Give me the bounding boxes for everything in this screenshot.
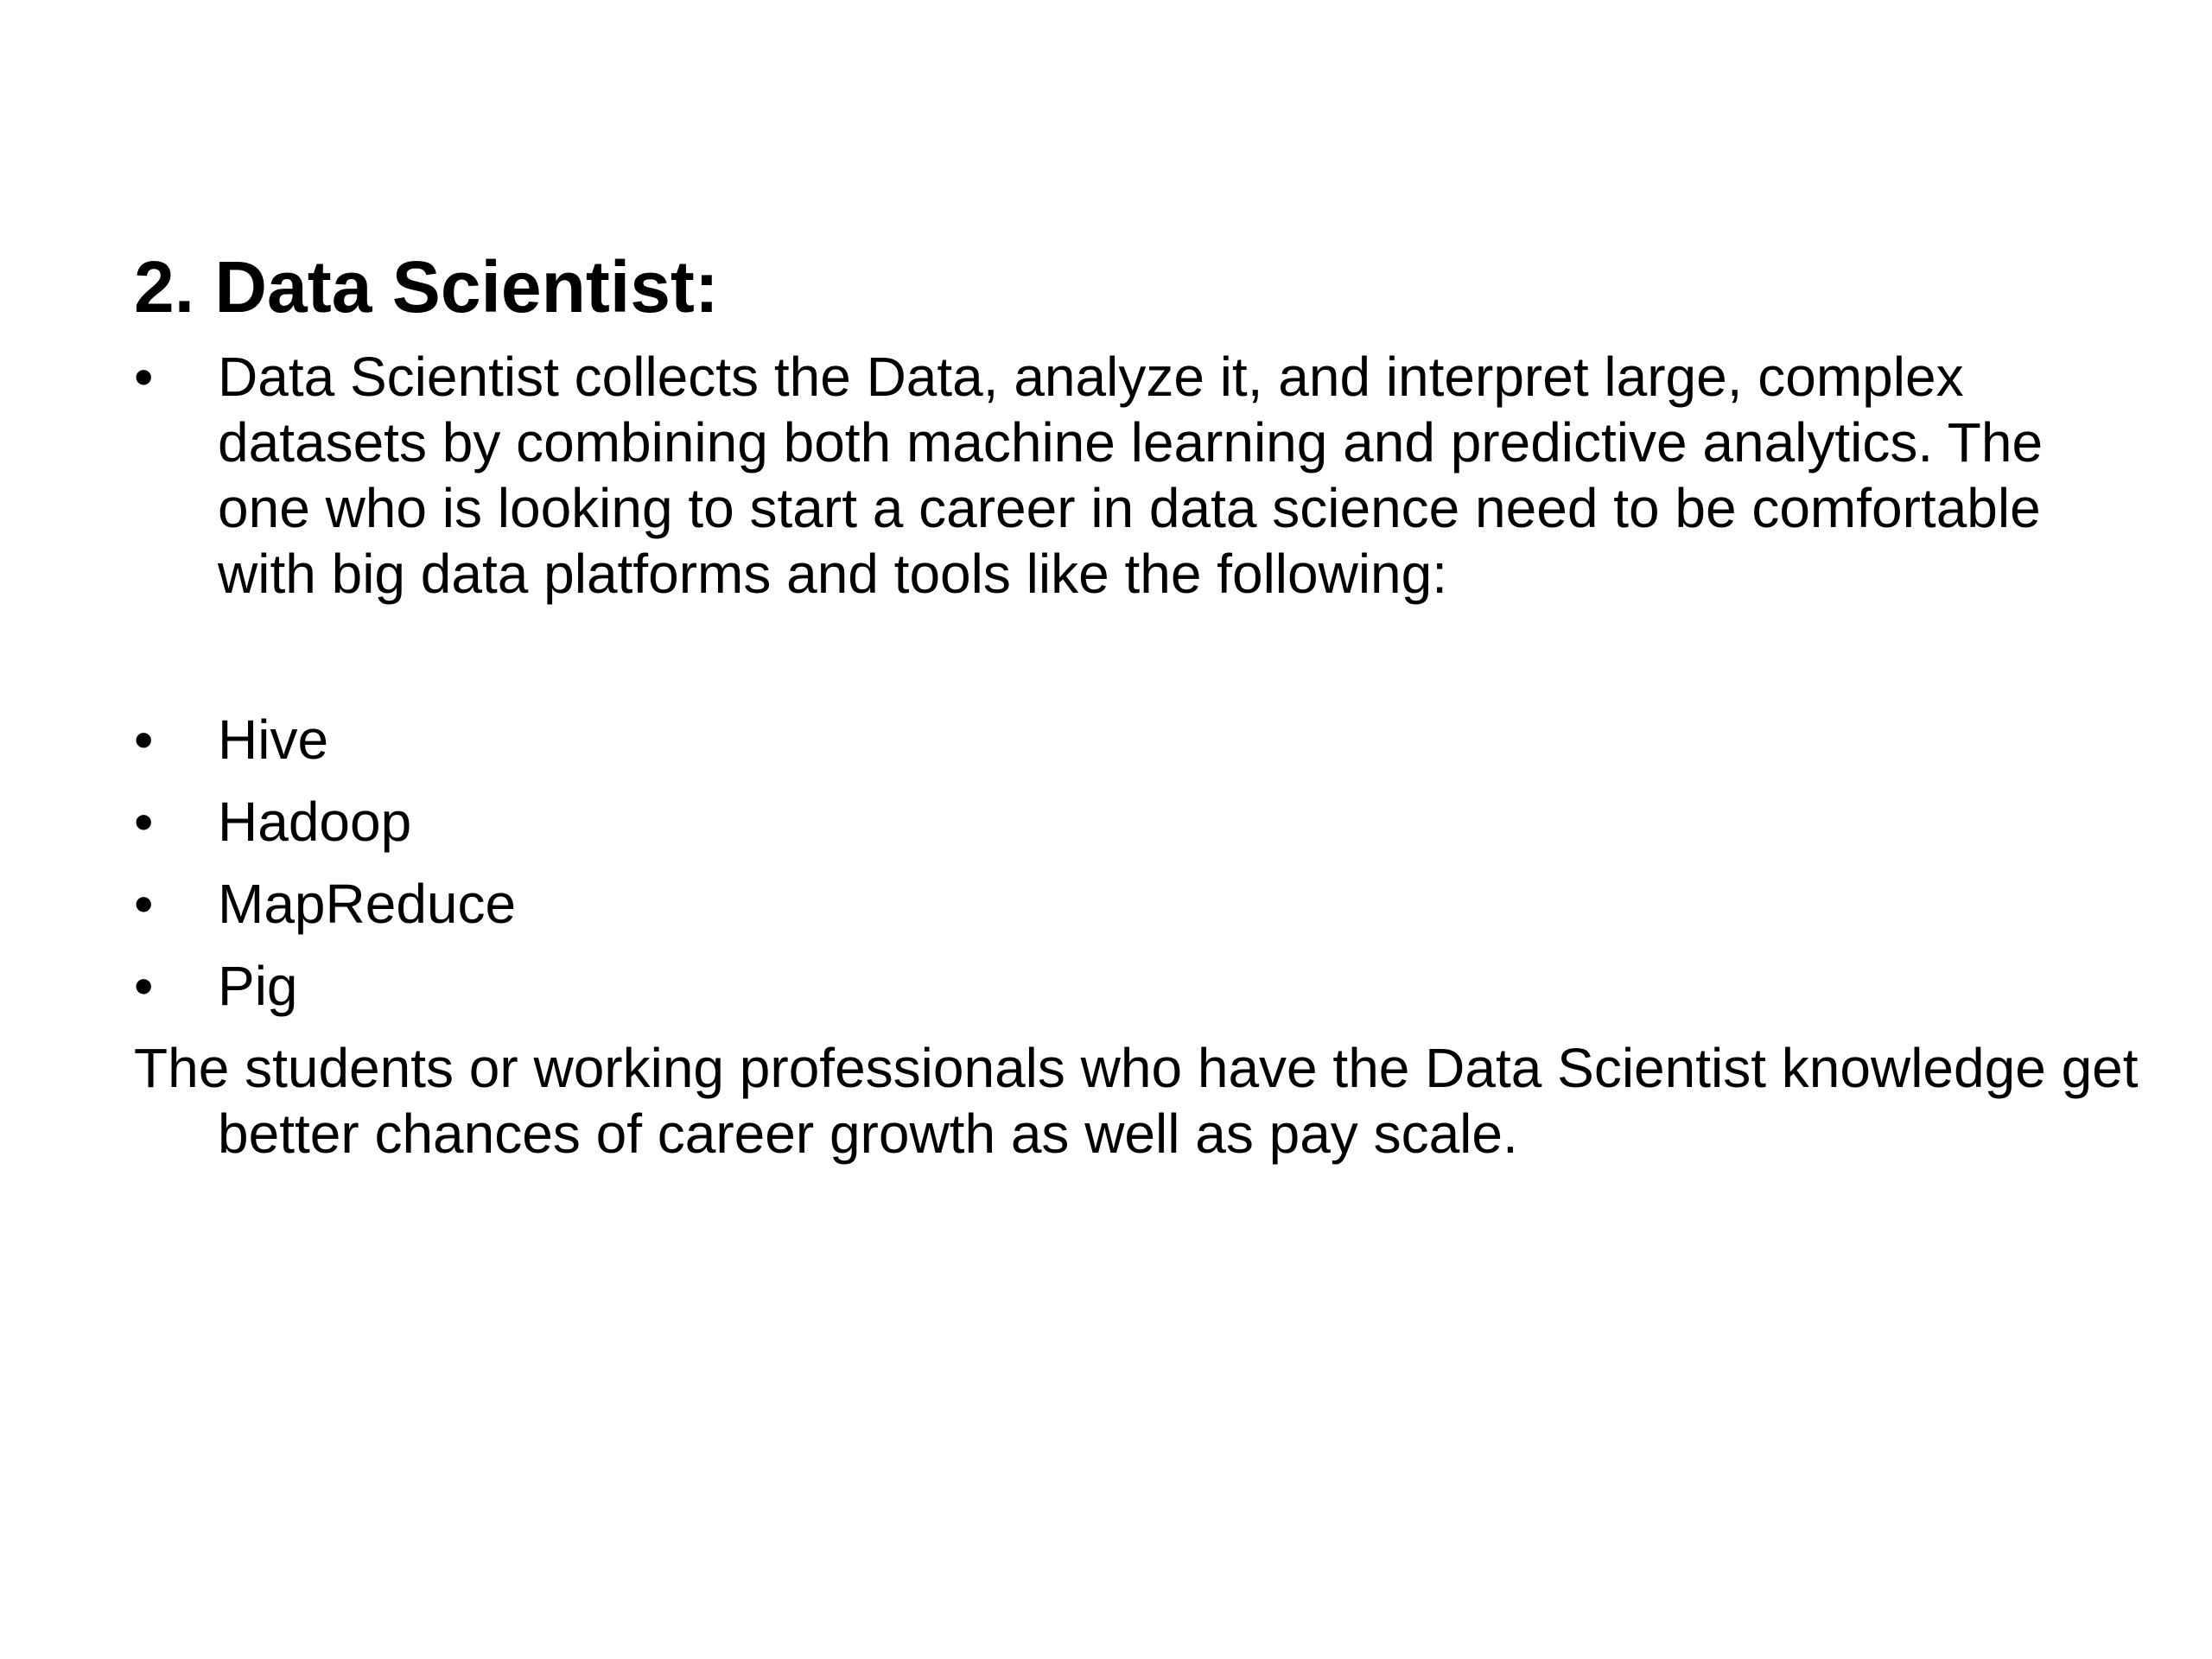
bullet-icon: • [134,955,154,1017]
tool-item [134,871,2147,953]
bullet-icon: • [134,791,154,853]
intro-bullet [134,344,2147,607]
tool-item [134,707,2147,789]
bullet-icon: • [134,346,154,408]
tool-list [134,707,2147,1035]
slide-body [134,344,2147,1166]
tool-label: Hive [218,709,329,771]
intro-paragraph: Data Scientist collects the Data, analyze it, and interpret large, complex datasets by combining both machine learning and predictive analytics. The one who is looking to start a career in data science need to be comfortable with big data platforms and tools like the following: [218,346,2044,605]
bullet-icon: • [134,709,154,771]
tool-label: Hadoop [218,791,412,853]
tool-label: Pig [218,955,298,1017]
closing-paragraph: The students or working professionals who have the Data Scientist knowledge get better chances of career growth as well as pay scale. [134,1037,2139,1165]
tool-label: MapReduce [218,873,517,935]
bullet-icon: • [134,873,154,935]
tool-item [134,953,2147,1035]
tool-item [134,789,2147,871]
slide-heading: 2. Data Scientist: [134,246,719,327]
spacer [134,607,2147,707]
